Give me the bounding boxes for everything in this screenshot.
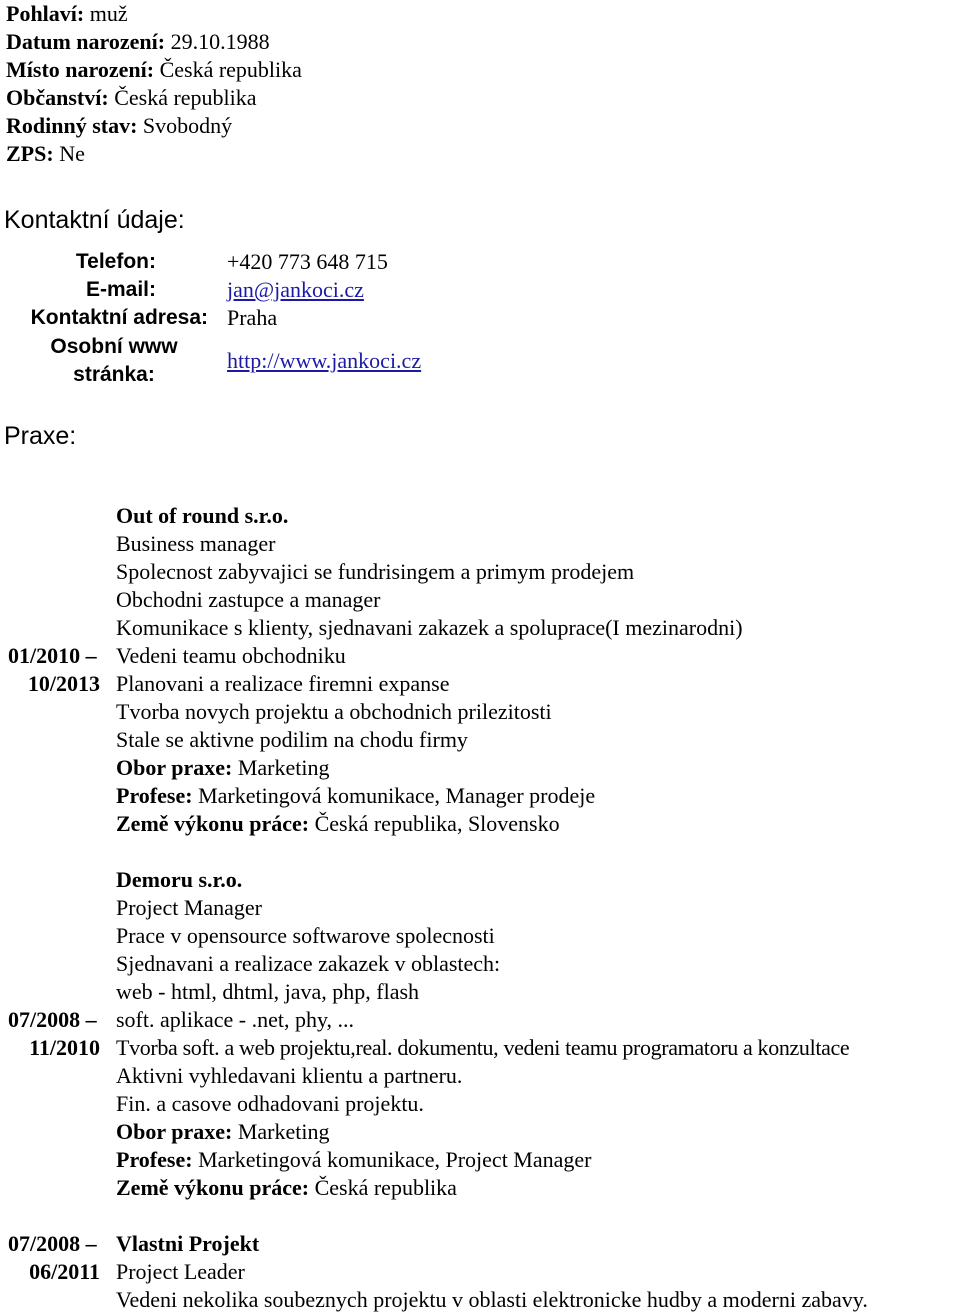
- phone-label: Telefon:: [75, 250, 156, 273]
- job-date-from: 07/2008 –: [8, 1231, 97, 1256]
- job-line: Sjednavani a realizace zakazek v oblastech:: [116, 951, 501, 976]
- job-company: Demoru s.r.o.: [116, 867, 243, 892]
- field-value: Marketing: [237, 755, 330, 780]
- job-date-to: 11/2010: [29, 1035, 100, 1060]
- profession-label: Profese:: [116, 783, 193, 808]
- address-label: Kontaktní adresa:: [30, 306, 208, 329]
- email-label: E-mail:: [85, 278, 156, 301]
- profession-value: Marketingová komunikace, Project Manager: [198, 1147, 592, 1172]
- job-line: Obchodni zastupce a manager: [116, 587, 381, 612]
- job-field-row: [116, 754, 329, 782]
- address-value: Praha: [227, 305, 278, 330]
- job-profession-row: [116, 782, 595, 810]
- job-line: Planovani a realizace firemni expanse: [116, 671, 450, 696]
- job-country-row: [116, 810, 560, 838]
- field-value: Marketing: [237, 1119, 330, 1144]
- country-label: Země výkonu práce:: [116, 1175, 310, 1200]
- gender-row: [6, 0, 128, 28]
- citizenship-value: Česká republika: [114, 85, 257, 110]
- job-date-from: 01/2010 –: [8, 643, 97, 668]
- job-line: Spolecnost zabyvajici se fundrisingem a primym prodejem: [116, 559, 635, 584]
- web-label-line1: Osobní www: [50, 335, 178, 358]
- marital-label: Rodinný stav:: [6, 113, 138, 138]
- job-line: Tvorba novych projektu a obchodnich prilezitosti: [116, 699, 552, 724]
- job-line: Vedeni nekolika soubeznych projektu v oblasti elektronicke hudby a moderni zabavy.: [116, 1287, 868, 1312]
- country-value: Česká republika, Slovensko: [314, 811, 560, 836]
- gender-value: muž: [89, 1, 128, 26]
- job-line: Aktivni vyhledavani klientu a partneru.: [116, 1063, 463, 1088]
- job-line: Komunikace s klienty, sjednavani zakazek a spoluprace(I mezinarodni): [116, 615, 743, 640]
- email-link[interactable]: jan@jankoci.cz: [227, 277, 364, 302]
- birth-row: [6, 28, 270, 56]
- marital-value: Svobodný: [142, 113, 233, 138]
- job-profession-row: [116, 1146, 591, 1174]
- country-value: Česká republika: [314, 1175, 457, 1200]
- citizenship-row: [6, 84, 257, 112]
- job-line: soft. aplikace - .net, phy, ...: [116, 1007, 355, 1032]
- job-country-row: [116, 1174, 457, 1202]
- job-company: Out of round s.r.o.: [116, 503, 289, 528]
- job-date-to: 10/2013: [27, 671, 100, 696]
- practice-heading: Praxe:: [4, 422, 77, 450]
- job-company: Vlastni Projekt: [116, 1231, 260, 1256]
- country-label: Země výkonu práce:: [116, 811, 310, 836]
- web-link[interactable]: http://www.jankoci.cz: [227, 348, 422, 373]
- citizenship-label: Občanství:: [6, 85, 109, 110]
- job-line: Fin. a casove odhadovani projektu.: [116, 1091, 424, 1116]
- job-line: Stale se aktivne podilim na chodu firmy: [116, 727, 468, 752]
- field-label: Obor praxe:: [116, 1119, 233, 1144]
- zps-value: Ne: [59, 141, 85, 166]
- birthplace-label: Místo narození:: [6, 57, 155, 82]
- birthplace-value: Česká republika: [159, 57, 302, 82]
- job-line: Business manager: [116, 531, 276, 556]
- marital-row: [6, 112, 232, 140]
- job-date-to: 06/2011: [29, 1259, 100, 1284]
- zps-label: ZPS:: [6, 141, 54, 166]
- profession-label: Profese:: [116, 1147, 193, 1172]
- job-field-row: [116, 1118, 329, 1146]
- web-label-line2: stránka:: [73, 363, 155, 386]
- profession-value: Marketingová komunikace, Manager prodeje: [198, 783, 596, 808]
- job-line: Project Leader: [116, 1259, 245, 1284]
- job-line: web - html, dhtml, java, php, flash: [116, 979, 420, 1004]
- field-label: Obor praxe:: [116, 755, 233, 780]
- job-line: Project Manager: [116, 895, 262, 920]
- phone-value: +420 773 648 715: [227, 249, 388, 274]
- birth-value: 29.10.1988: [170, 29, 270, 54]
- job-line: Tvorba soft. a web projektu,real. dokumentu, vedeni teamu programatoru a konzultace: [116, 1035, 850, 1060]
- birth-label: Datum narození:: [6, 29, 166, 54]
- job-line: Prace v opensource softwarove spolecnosti: [116, 923, 495, 948]
- job-line: Vedeni teamu obchodniku: [116, 643, 346, 668]
- birthplace-row: [6, 56, 302, 84]
- zps-row: [6, 140, 85, 168]
- contact-heading: Kontaktní údaje:: [4, 206, 185, 234]
- gender-label: Pohlaví:: [6, 1, 85, 26]
- job-date-from: 07/2008 –: [8, 1007, 97, 1032]
